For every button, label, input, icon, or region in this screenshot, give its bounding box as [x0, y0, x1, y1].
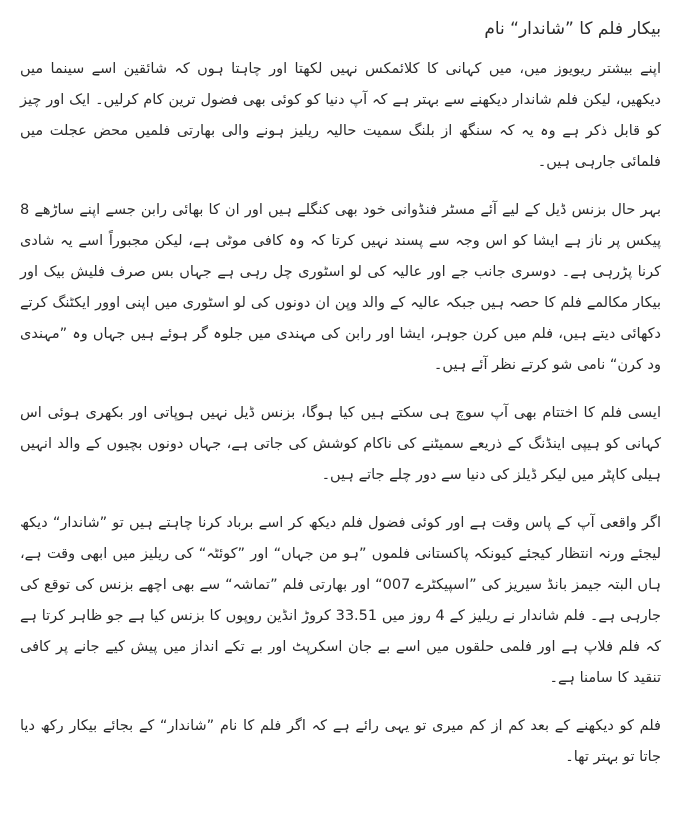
article-paragraph: بہر حال بزنس ڈیل کے لیے آئے مسٹر فنڈوانی خود بھی کنگلے ہیں اور ان کا بھائی رابن جسے اپنے ساڑھے 8 پیکس پر ناز ہے ایشا کو اس وجہ سے پسند نہیں کرتا کہ وہ کافی موٹی ہے، لیکن مجبوراً اسے یہ شادی کرنا پڑرہی ہے۔ دوسری جانب جے اور عالیہ کی لو اسٹوری چل رہی ہے جہاں بس صرف فلیش بیک اور بیکار مکالمے فلم کا حصہ ہیں جبکہ عالیہ کے والد وپن ان دونوں کی لو اسٹوری میں اپنی اوور ایکٹنگ کرتے دکھائی دیتے ہیں، فلم میں کرن جوہر، ایشا اور رابن کی مہندی میں جلوہ گر ہوئے ہیں جہاں وہ ”مہندی ود کرن“ نامی شو کرتے نظر آئے ہیں۔ [20, 202, 661, 373]
article-title: بیکار فلم کا ”شاندار“ نام [484, 19, 661, 39]
article-paragraph: فلم کو دیکھنے کے بعد کم از کم میری تو یہی رائے ہے کہ اگر فلم کا نام ”شاندار“ کے بجائے بیکار رکھ دیا جاتا تو بہتر تھا۔ [20, 718, 661, 765]
article-paragraph: اگر واقعی آپ کے پاس وقت ہے اور کوئی فضول فلم دیکھ کر اسے برباد کرنا چاہتے ہیں تو ”شاندار“ دیکھ لیجئے ورنہ انتظار کیجئے کیونکہ پاکستانی فلموں ”ہو من جہاں“ اور ”کوئٹہ“ کی ریلیز میں ابھی وقت ہے، ہاں البتہ جیمز بانڈ سیریز کی ”اسپیکٹرے 007“ اور بھارتی فلم ”تماشہ“ سے بھی اچھے بزنس کی توقع کی جارہی ہے۔ فلم شاندار نے ریلیز کے 4 روز میں 33.51 کروڑ انڈین روپوں کا بزنس کیا ہے جو ظاہر کرتا ہے کہ فلم فلاپ ہے اور فلمی حلقوں میں اسے بے جان اسکرپٹ اور بے تکے انداز میں پیش کیے جانے پر کافی تنقید کا سامنا ہے۔ [20, 515, 661, 686]
article-paragraph: اپنے بیشتر ریویوز میں، میں کہانی کا کلائمکس نہیں لکھتا اور چاہتا ہوں کہ شائقین اسے سینما میں دیکھیں، لیکن فلم شاندار دیکھنے سے بہتر ہے کہ آپ دنیا کو کوئی بھی فضول ترین کام کرلیں۔ ایک اور چیز کو قابل ذکر ہے وہ یہ کہ سنگھ از بلنگ سمیت حالیہ ریلیز ہونے والی بھارتی فلمیں محض عجلت میں فلمائی جارہی ہیں۔ [20, 61, 661, 170]
article-paragraph: ایسی فلم کا اختتام بھی آپ سوچ ہی سکتے ہیں کیا ہوگا، بزنس ڈیل نہیں ہوپاتی اور بکھری ہوئی اس کہانی کو ہیپی اینڈنگ کے ذریعے سمیٹنے کی ناکام کوشش کی جاتی ہے، جہاں دونوں بچیوں کے والد انہیں ہیلی کاپٹر میں لیکر ڈیلز کی دنیا سے دور چلے جاتے ہیں۔ [20, 405, 661, 483]
